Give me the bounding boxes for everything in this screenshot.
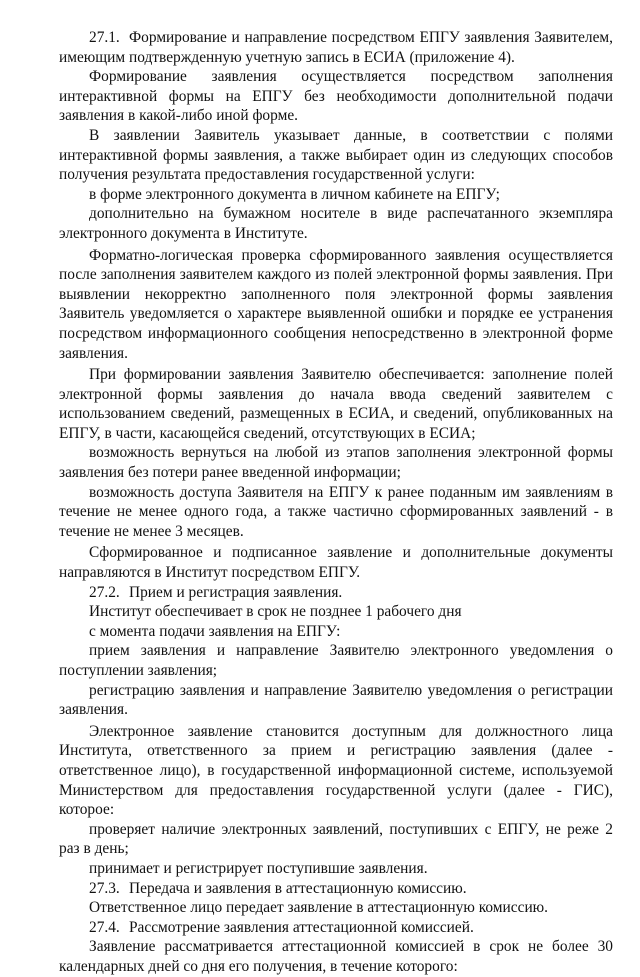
section-27-4 <box>59 918 613 938</box>
paragraph: В заявлении Заявитель указывает данные, в соответствии с полями интерактивной формы заявления, а также выбирает один из следующих способов получения результата предоставления государственной услуги: <box>59 126 613 184</box>
section-number: 27.2. <box>89 583 120 601</box>
section-title: Формирование и направление посредством ЕПГУ заявления Заявителем, имеющим подтвержденную учетную запись в ЕСИА (приложение 4). <box>59 29 613 66</box>
list-item: проверяет наличие электронных заявлений, поступивших с ЕПГУ, не реже 2 раз в день; <box>59 820 613 858</box>
paragraph: Институт обеспечивает в срок не позднее 1 рабочего дня <box>89 603 462 621</box>
paragraph: Сформированное и подписанное заявление и дополнительные документы направляются в Институт посредством ЕПГУ. <box>59 544 613 582</box>
section-title: Прием и регистрация заявления. <box>129 583 343 601</box>
paragraph: Формирование заявления осуществляется посредством заполнения интерактивной формы на ЕПГУ без необходимости дополнительной подачи заявления в какой-либо иной форме. <box>59 68 613 125</box>
section-number: 27.1. <box>89 29 120 46</box>
list-item: дополнительно на бумажном носителе в виде распечатанного экземпляра электронного документа в Институте. <box>59 205 613 242</box>
section-number: 27.3. <box>89 879 120 897</box>
section-title: Рассмотрение заявления аттестационной комиссией. <box>129 918 474 936</box>
paragraph: Форматно-логическая проверка сформированного заявления осуществляется после заполнения заявителем каждого из полей электронной формы заявления. При выявлении некорректно заполненного поля электронной формы заявления Заявитель уведомляется о характере выявленной ошибки и порядке ее устранения посредством информационного сообщения непосредственно в электронной форме заявления. <box>59 246 613 362</box>
list-item: регистрацию заявления и направление Заявителю уведомления о регистрации заявления. <box>59 681 613 719</box>
paragraph: При формировании заявления Заявителю обеспечивается: заполнение полей электронной формы заявления до начала ввода сведений заявителем с использованием сведений, размещенных в ЕСИА, и сведений, опубликованных на ЕПГУ, в части, касающейся сведений, отсутствующих в ЕСИА; <box>59 366 613 442</box>
list-item: возможность доступа Заявителя на ЕПГУ к ранее поданным им заявлениям в течение не менее одного года, а также частично сформированных заявлений - в течение не менее 3 месяцев. <box>59 483 613 540</box>
section-27-1 <box>59 28 613 67</box>
list-item: прием заявления и направление Заявителю электронного уведомления о поступлении заявления; <box>59 642 613 679</box>
section-27-2 <box>59 583 613 603</box>
paragraph: Заявление рассматривается аттестационной комиссией в срок не более 30 календарных дней со дня его получения, в течение которого: <box>59 938 613 975</box>
list-item: возможность вернуться на любой из этапов заполнения электронной формы заявления без потери ранее введенной информации; <box>59 444 613 482</box>
paragraph: с момента подачи заявления на ЕПГУ: <box>89 622 341 640</box>
section-number: 27.4. <box>89 918 120 936</box>
section-title: Передача и заявления в аттестационную комиссию. <box>129 879 467 897</box>
section-27-3 <box>59 879 613 899</box>
paragraph: Электронное заявление становится доступным для должностного лица Института, ответственного за прием и регистрацию заявления (далее - ответственное лицо), в государственной информационной системе, используемой Министерством для предоставления государственной услуги (далее - ГИС), которое: <box>59 722 613 819</box>
paragraph: Ответственное лицо передает заявление в аттестационную комиссию. <box>89 899 549 917</box>
list-item: в форме электронного документа в личном кабинете на ЕПГУ; <box>89 185 500 203</box>
list-item: принимает и регистрирует поступившие заявления. <box>89 859 428 877</box>
